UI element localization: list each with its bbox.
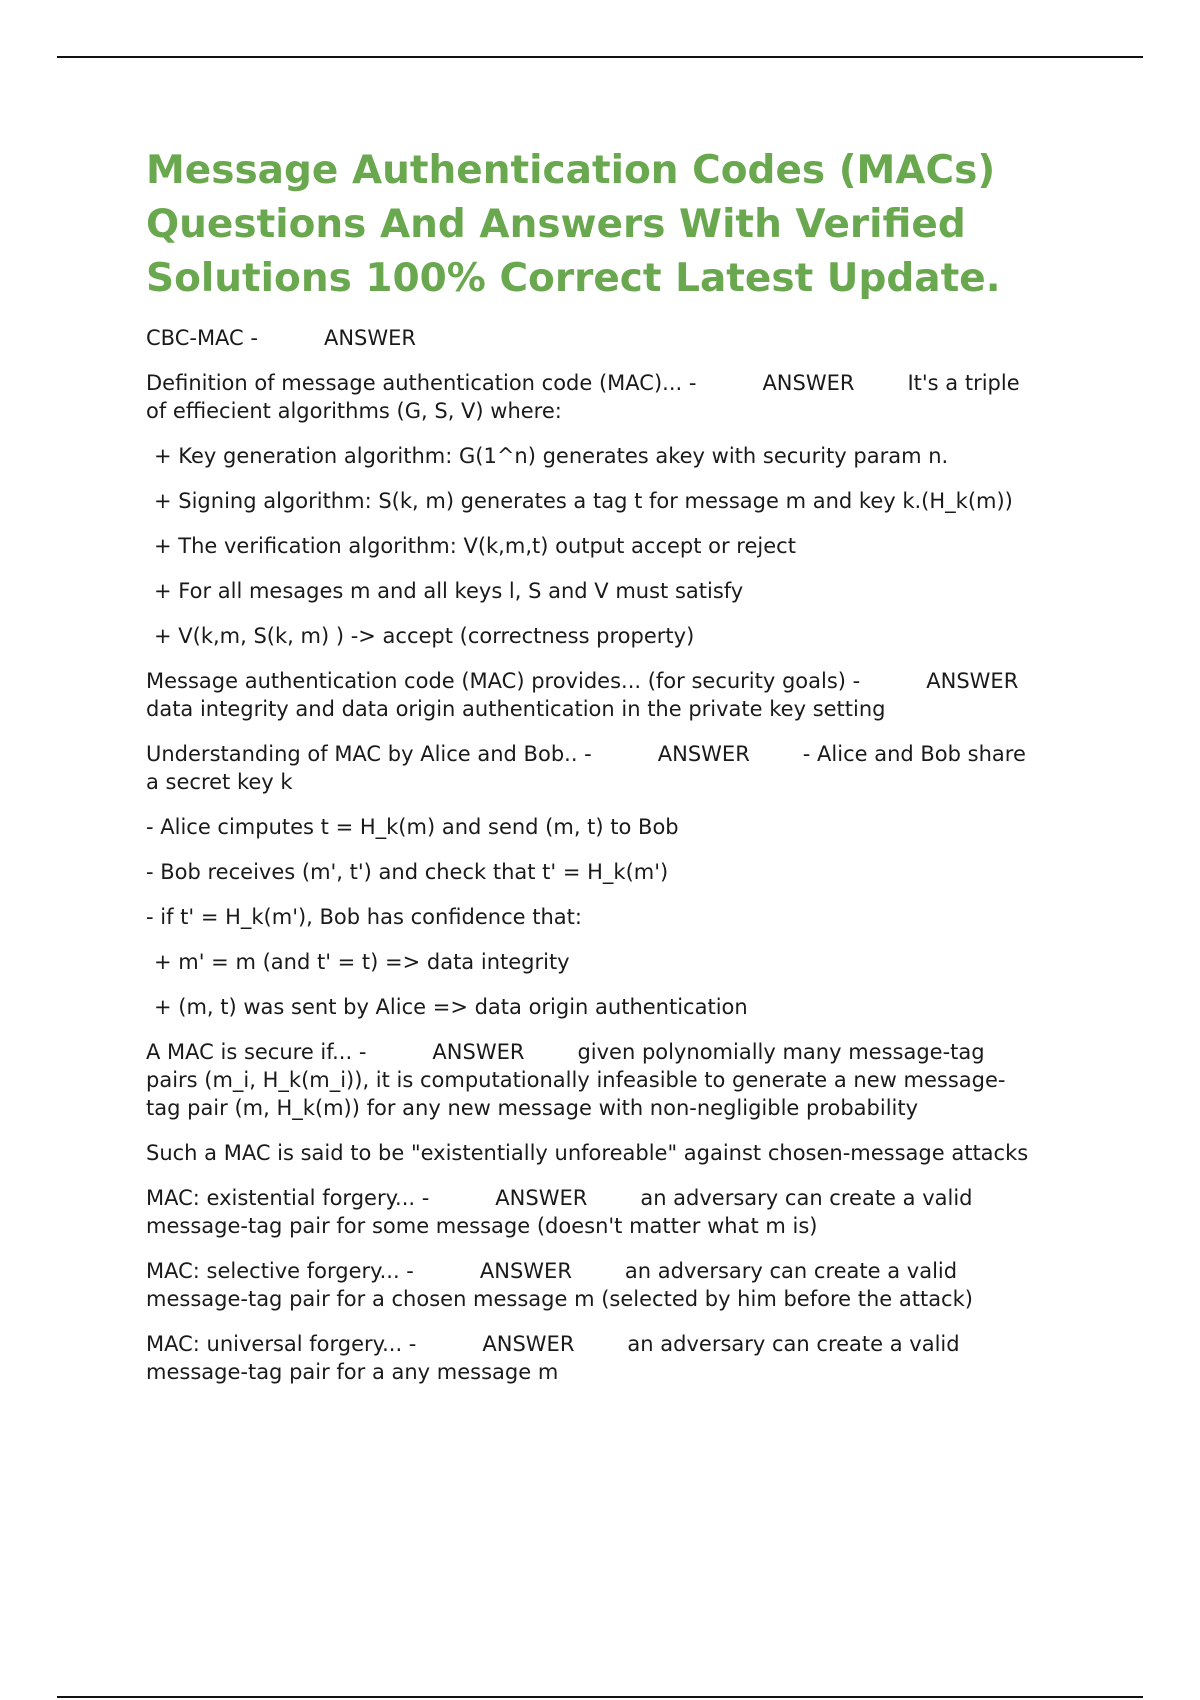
qa-universal-forgery [146,1330,1086,1386]
list-item: - Alice cimputes t = H_k(m) and send (m, t) to Bob [146,815,679,839]
question-text: Message authentication code (MAC) provides... (for security goals) - [146,669,861,693]
qa-definition [146,369,1086,425]
question-text: MAC: universal forgery... - [146,1332,417,1356]
answer-label: ANSWER [479,1259,572,1283]
qa-secure [146,1038,1086,1122]
list-item: + For all mesages m and all keys l, S and V must satisfy [154,579,744,603]
qa-existential-forgery [146,1184,1086,1240]
list-item: + Signing algorithm: S(k, m) generates a tag t for message m and key k.(H_k(m)) [154,489,1013,513]
answer-text: - Alice and Bob share [802,742,1026,766]
answer-label: ANSWER [482,1332,575,1356]
title-line-1: Message Authentication Codes (MACs) [146,148,996,193]
answer-label: ANSWER [926,669,1019,693]
question-text: MAC: existential forgery... - [146,1186,430,1210]
title-line-3: Solutions 100% Correct Latest Update. [146,256,1001,301]
list-item: + The verification algorithm: V(k,m,t) output accept or reject [154,534,796,558]
answer-text: an adversary can create a valid [640,1186,973,1210]
answer-text: an adversary can create a valid [627,1332,960,1356]
list-item: + Key generation algorithm: G(1^n) generates akey with security param n. [154,444,949,468]
qa-selective-forgery [146,1257,1086,1313]
qa-cbc-mac [146,324,1086,352]
answer-text: It's a triple [907,371,1020,395]
list-item: + m' = m (and t' = t) => data integrity [154,950,570,974]
question-text: A MAC is secure if... - [146,1040,367,1064]
answer-text-cont: message-tag pair for a any message m [146,1360,559,1384]
list-item: + (m, t) was sent by Alice => data origin authentication [154,995,748,1019]
answer-text: data integrity and data origin authentication in the private key setting [146,697,886,721]
list-item: - Bob receives (m', t') and check that t' = H_k(m') [146,860,669,884]
question-text: MAC: selective forgery... - [146,1259,414,1283]
question-text: CBC-MAC - [146,326,258,350]
bottom-rule [57,1696,1143,1698]
answer-text-cont: a secret key k [146,770,293,794]
list-item: + V(k,m, S(k, m) ) -> accept (correctness property) [154,624,695,648]
answer-label: ANSWER [657,742,750,766]
secure-note: Such a MAC is said to be "existentially unforeable" against chosen-message attacks [146,1141,1029,1165]
answer-label: ANSWER [432,1040,525,1064]
answer-label: ANSWER [495,1186,588,1210]
document-body [146,144,1086,1403]
answer-text: an adversary can create a valid [624,1259,958,1283]
answer-text-cont: of effiecient algorithms (G, S, V) where: [146,399,562,423]
qa-alice-bob [146,740,1086,796]
answer-label: ANSWER [762,371,855,395]
answer-text: given polynomially many message-tag [577,1040,985,1064]
page-title [146,144,1086,306]
question-text: Understanding of MAC by Alice and Bob.. - [146,742,592,766]
answer-text-cont: message-tag pair for a chosen message m (selected by him before the attack) [146,1287,973,1311]
top-rule [57,56,1143,58]
answer-text-cont: tag pair (m, H_k(m)) for any new message with non-negligible probability [146,1096,919,1120]
qa-provides [146,667,1086,723]
answer-label: ANSWER [323,326,417,350]
answer-text-cont: message-tag pair for some message (doesn't matter what m is) [146,1214,818,1238]
question-text: Definition of message authentication code (MAC)... - [146,371,697,395]
list-item: - if t' = H_k(m'), Bob has confidence that: [146,905,582,929]
answer-text-cont: pairs (m_i, H_k(m_i)), it is computationally infeasible to generate a new message- [146,1068,1006,1092]
title-line-2: Questions And Answers With Verified [146,202,966,247]
